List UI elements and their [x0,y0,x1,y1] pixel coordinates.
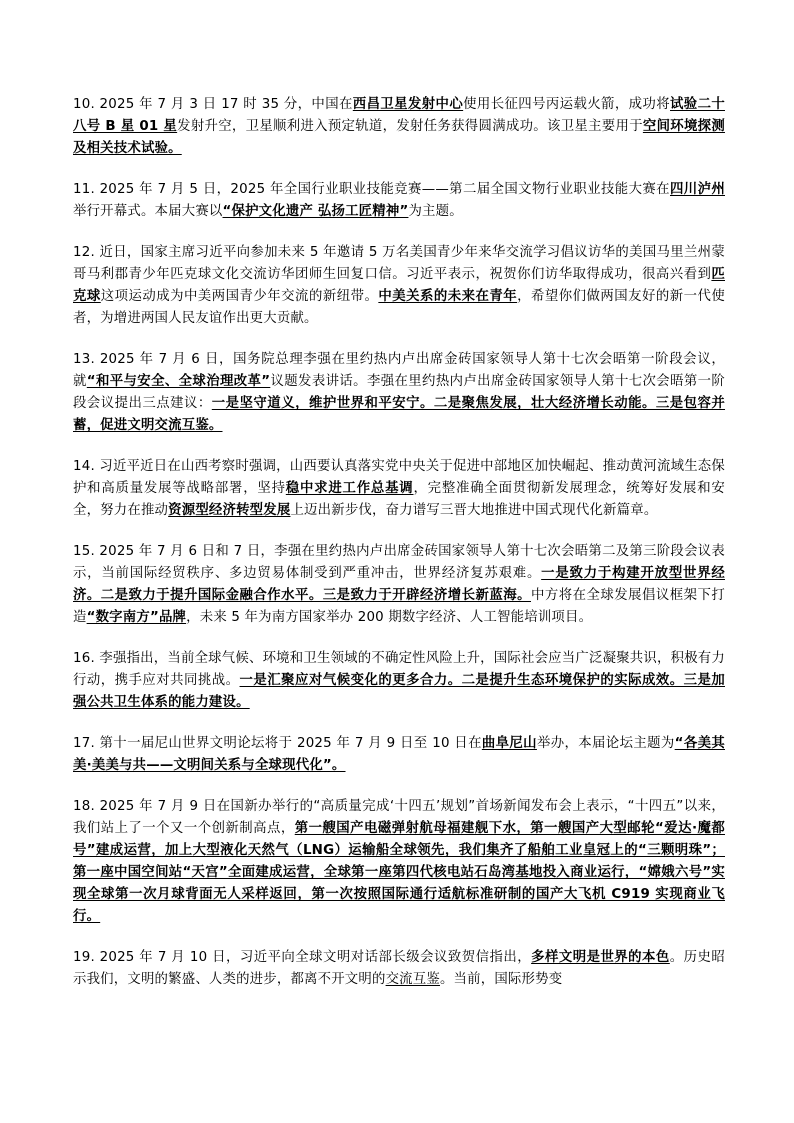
key-point-text: “保护文化遗产 弘扬工匠精神” [222,204,409,219]
body-text: 16. 李强指出，当前全球气候、环境和卫生领域的不确定性风险上升，国际社会应当广泛凝聚共识，积极有力行动，携手应对共同挑战。 [73,651,725,688]
body-text: 17. 第十一届尼山世界文明论坛将于 2025 年 7 月 9 日至 10 日在 [73,736,482,751]
key-point-text: “数字南方”品牌 [86,610,187,625]
key-point-text: 匹克球 [73,267,725,304]
body-text: 14. 习近平近日在山西考察时强调，山西要认真落实党中央关于促进中部地区加快崛起、推动黄河流域生态保护和高质量发展等战略部署，坚持 [73,459,725,496]
key-point-text: 曲阜尼山 [481,736,537,751]
news-item [73,541,725,629]
body-text: 18. 2025 年 7 月 9 日在国新办举行的“高质量完成‘十四五’规划”首场新闻发布会上表示，“十四五”以来，我们站上了一个又一个创新制高点， [73,799,725,836]
body-text: 发射升空，卫星顺利进入预定轨道，发射任务获得圆满成功。该卫星主要用于 [177,119,643,134]
key-point-text: “和平与安全、全球治理改革” [86,374,271,389]
body-text: 。历史昭示我们，文明的繁盛、人类的进步，都离不开文明的 [73,950,725,987]
news-item [73,179,725,223]
key-point-text: 中美关系的未来在青年 [378,289,518,304]
body-text: ，完整准确全面贯彻新发展理念，统筹好发展和安全，努力在推动 [73,481,725,518]
key-point-text: 稳中求进工作总基调 [285,481,414,496]
key-point-text: 第一艘国产电磁弹射航母福建舰下水，第一艘国产大型邮轮“爱达·魔都号”建成运营，加上大型液化天然气（LNG）运输船全球领先，我们集齐了船舶工业皇冠上的“三颗明珠”；第一座中国空间站“天宫”全面建成运营，全球第一座第四代核电站石岛湾基地投入商业运行，“嫦娥六号”实现全球第一次月球背面无人采样返回，第一次按照国际通行适航标准研制的国产大飞机 C919 实现商业飞行。 [73,821,725,924]
document-page [73,94,725,991]
body-text: 上迈出新步伐，奋力谱写三晋大地推进中国式现代化新篇章。 [290,503,658,518]
news-item [73,94,725,160]
key-point-text: 资源型经济转型发展 [168,503,291,518]
news-item [73,456,725,522]
body-text: 这项运动成为中美两国青少年交流的新纽带。 [100,289,379,304]
body-text: 举行开幕式。本届大赛以 [73,204,223,219]
body-text: 为主题。 [408,204,463,219]
body-text: 11. 2025 年 7 月 5 日，2025 年全国行业职业技能竞赛——第二届全国文物行业职业技能大赛在 [73,182,670,197]
body-text: 举办，本届论坛主题为 [536,736,675,751]
body-text: 中方将在全球发展倡议框架下打造 [73,588,725,625]
body-text: 19. 2025 年 7 月 10 日，习近平向全球文明对话部长级会议致贺信指出， [73,950,532,965]
key-point-text: 多样文明是世界的本色 [531,950,670,965]
body-text: ，希望你们做两国友好的新一代使者，为增进两国人民友谊作出更大贡献。 [73,289,726,326]
key-point-text: 四川泸州 [670,182,725,197]
body-text: 使用长征四号丙运载火箭，成功将 [463,97,671,112]
body-text: 。当前，国际形势变 [439,972,563,987]
key-point-text: 空间环境探测及相关技术试验。 [73,119,725,156]
underlined-text: 交流互鉴 [385,972,440,987]
key-point-text: 一是致力于构建开放型世界经济。二是致力于提升国际金融合作水平。三是致力于开辟经济增长新蓝海。 [73,566,725,603]
news-item [73,648,725,714]
body-text: 12. 近日，国家主席习近平向参加未来 5 年邀请 5 万名美国青少年来华交流学习倡议访华的美国马里兰州蒙哥马利郡青少年匹克球文化交流访华团师生回复口信。习近平表示，祝贺你们访华取得成功，很高兴看到 [73,245,725,282]
key-point-text: 一是汇聚应对气候变化的更多合力。二是提升生态环境保护的实际成效。三是加强公共卫生体系的能力建设。 [73,673,725,710]
body-text: ，未来 5 年为南方国家举办 200 期数字经济、人工智能培训项目。 [186,610,593,625]
key-point-text: “各美其美·美美与共——文明间关系与全球现代化”。 [73,736,725,773]
body-text: 15. 2025 年 7 月 6 日和 7 日，李强在里约热内卢出席金砖国家领导人第十七次会晤第二及第三阶段会议表示，当前国际经贸秩序、多边贸易体制受到严重冲击，世界经济复苏艰难。 [73,544,725,581]
news-item [73,242,725,330]
key-point-text: 试验二十八号 B 星 01 星 [73,97,725,134]
news-item [73,349,725,437]
key-point-text: 一是坚守道义，维护世界和平安宁。二是聚焦发展，壮大经济增长动能。三是包容并蓄，促进文明交流互鉴。 [73,396,726,433]
body-text: 10. 2025 年 7 月 3 日 17 时 35 分，中国在 [73,97,353,112]
body-text: 议题发表讲话。李强在里约热内卢出席金砖国家领导人第十七次会晤第一阶段会议提出三点建议： [73,374,725,411]
key-point-text: 西昌卫星发射中心 [352,97,464,112]
news-item [73,733,725,777]
news-item [73,796,725,928]
news-item [73,947,725,991]
body-text: 13. 2025 年 7 月 6 日，国务院总理李强在里约热内卢出席金砖国家领导人第十七次会晤第一阶段会议，就 [73,352,725,389]
